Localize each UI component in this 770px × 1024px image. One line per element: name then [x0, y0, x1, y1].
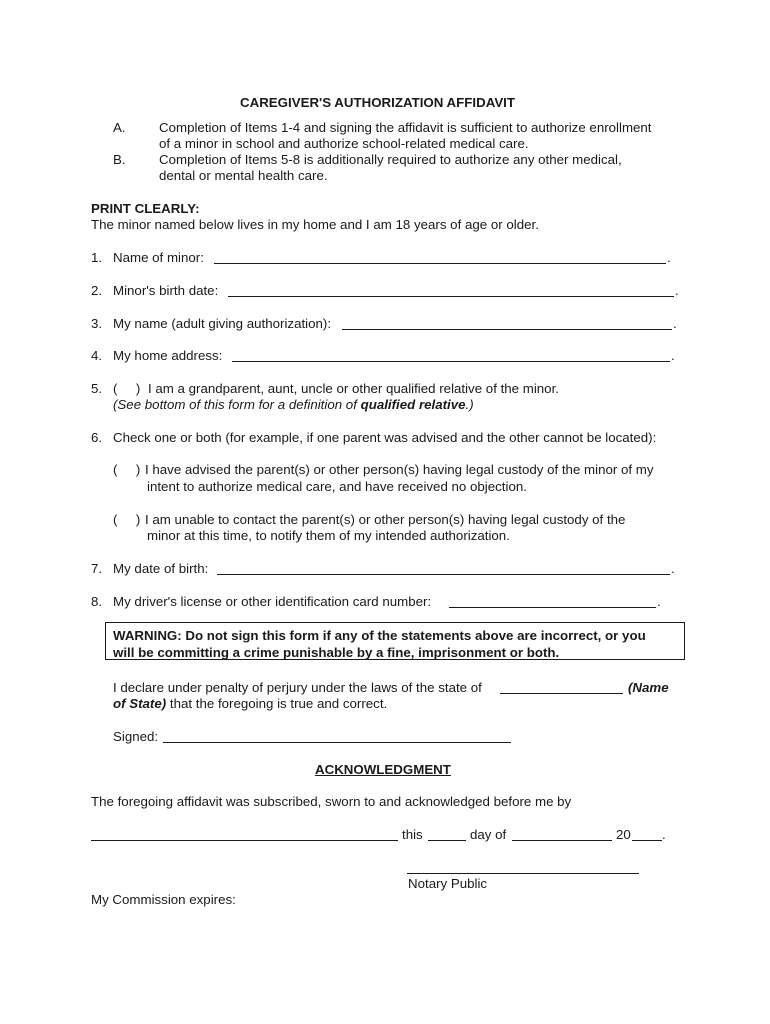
item-6-option-2-line1: I am unable to contact the parent(s) or other person(s) having legal custody of the — [145, 512, 626, 527]
warning-line1: WARNING: Do not sign this form if any of the statements above are incorrect, or you — [113, 628, 646, 643]
item-6-option-2-line2: minor at this time, to notify them of my intended authorization. — [147, 528, 510, 543]
ack-year-prefix: 20 — [616, 827, 631, 842]
signature-field[interactable] — [163, 742, 511, 743]
item-2-period: . — [675, 283, 679, 298]
state-name-field[interactable] — [500, 693, 623, 694]
item-1-label: Name of minor: — [113, 250, 204, 265]
item-2-label: Minor's birth date: — [113, 283, 219, 298]
item-1-period: . — [667, 250, 671, 265]
notary-public-label: Notary Public — [408, 876, 488, 891]
residency-statement: The minor named below lives in my home and I am 18 years of age or older. — [91, 217, 539, 232]
item-6-option-1-checkbox[interactable]: ( ) — [113, 462, 141, 477]
ack-year-field[interactable] — [632, 840, 662, 841]
print-clearly-heading: PRINT CLEARLY: — [91, 201, 200, 216]
item-6-number: 6. — [91, 430, 103, 445]
ack-day-field[interactable] — [428, 840, 466, 841]
warning-line2: will be committing a crime punishable by a fine, imprisonment or both. — [113, 645, 560, 660]
intro-b-line2: dental or mental health care. — [159, 168, 328, 183]
name-of-label: (Name — [628, 680, 669, 695]
ack-month-field[interactable] — [512, 840, 612, 841]
of-state-label: of State) — [113, 696, 167, 711]
ack-this-label: this — [402, 827, 423, 842]
item-6-option-1-line1: I have advised the parent(s) or other person(s) having legal custody of the minor of my — [145, 462, 654, 477]
intro-b-line1: Completion of Items 5-8 is additionally required to authorize any other medical, — [159, 152, 622, 167]
declaration-line2 — [113, 696, 387, 712]
item-4-label: My home address: — [113, 348, 223, 363]
intro-a-letter: A. — [113, 120, 126, 135]
item-8-number: 8. — [91, 594, 103, 609]
acknowledgment-heading: ACKNOWLEDGMENT — [315, 762, 451, 777]
acknowledgment-text: The foregoing affidavit was subscribed, sworn to and acknowledged before me by — [91, 794, 572, 809]
intro-b-letter: B. — [113, 152, 126, 167]
note-suffix: .) — [465, 397, 474, 412]
item-1-number: 1. — [91, 250, 103, 265]
minor-name-field[interactable] — [214, 263, 666, 264]
caregiver-birth-date-field[interactable] — [217, 574, 670, 575]
minor-birth-date-field[interactable] — [228, 296, 674, 297]
item-8-label: My driver's license or other identification card number: — [113, 594, 432, 609]
item-4-number: 4. — [91, 348, 103, 363]
item-2-number: 2. — [91, 283, 103, 298]
item-3-period: . — [673, 316, 677, 331]
note-qualified-relative: qualified relative — [360, 397, 466, 412]
item-7-number: 7. — [91, 561, 103, 576]
signed-label: Signed: — [113, 729, 159, 744]
item-8-period: . — [657, 594, 661, 609]
item-6-option-2-checkbox[interactable]: ( ) — [113, 512, 141, 527]
home-address-field[interactable] — [232, 361, 670, 362]
item-5-text: I am a grandparent, aunt, uncle or other qualified relative of the minor. — [148, 381, 559, 396]
ack-period: . — [662, 827, 666, 842]
item-6-option-1-line2: intent to authorize medical care, and have received no objection. — [147, 479, 527, 494]
adult-name-field[interactable] — [342, 329, 672, 330]
notary-signature-field[interactable] — [407, 873, 639, 874]
item-7-period: . — [671, 561, 675, 576]
affiant-name-field[interactable] — [91, 840, 398, 841]
item-6-text: Check one or both (for example, if one parent was advised and the other cannot be located): — [113, 430, 657, 445]
declaration-line1: I declare under penalty of perjury under the laws of the state of — [113, 680, 482, 695]
item-5-checkbox[interactable]: ( ) — [113, 381, 141, 396]
item-3-label: My name (adult giving authorization): — [113, 316, 332, 331]
qualified-relative-note — [113, 397, 474, 413]
commission-expires-label: My Commission expires: — [91, 892, 236, 907]
item-3-number: 3. — [91, 316, 103, 331]
intro-a-line2: of a minor in school and authorize school-related medical care. — [159, 136, 529, 151]
note-prefix: (See bottom of this form for a definition of — [113, 397, 361, 412]
item-7-label: My date of birth: — [113, 561, 209, 576]
item-5-number: 5. — [91, 381, 103, 396]
id-card-number-field[interactable] — [449, 607, 656, 608]
intro-a-line1: Completion of Items 1-4 and signing the affidavit is sufficient to authorize enrollment — [159, 120, 652, 135]
item-4-period: . — [671, 348, 675, 363]
ack-day-of-label: day of — [470, 827, 507, 842]
declaration-line2-rest: that the foregoing is true and correct. — [166, 696, 388, 711]
document-title: CAREGIVER'S AUTHORIZATION AFFIDAVIT — [240, 95, 516, 110]
